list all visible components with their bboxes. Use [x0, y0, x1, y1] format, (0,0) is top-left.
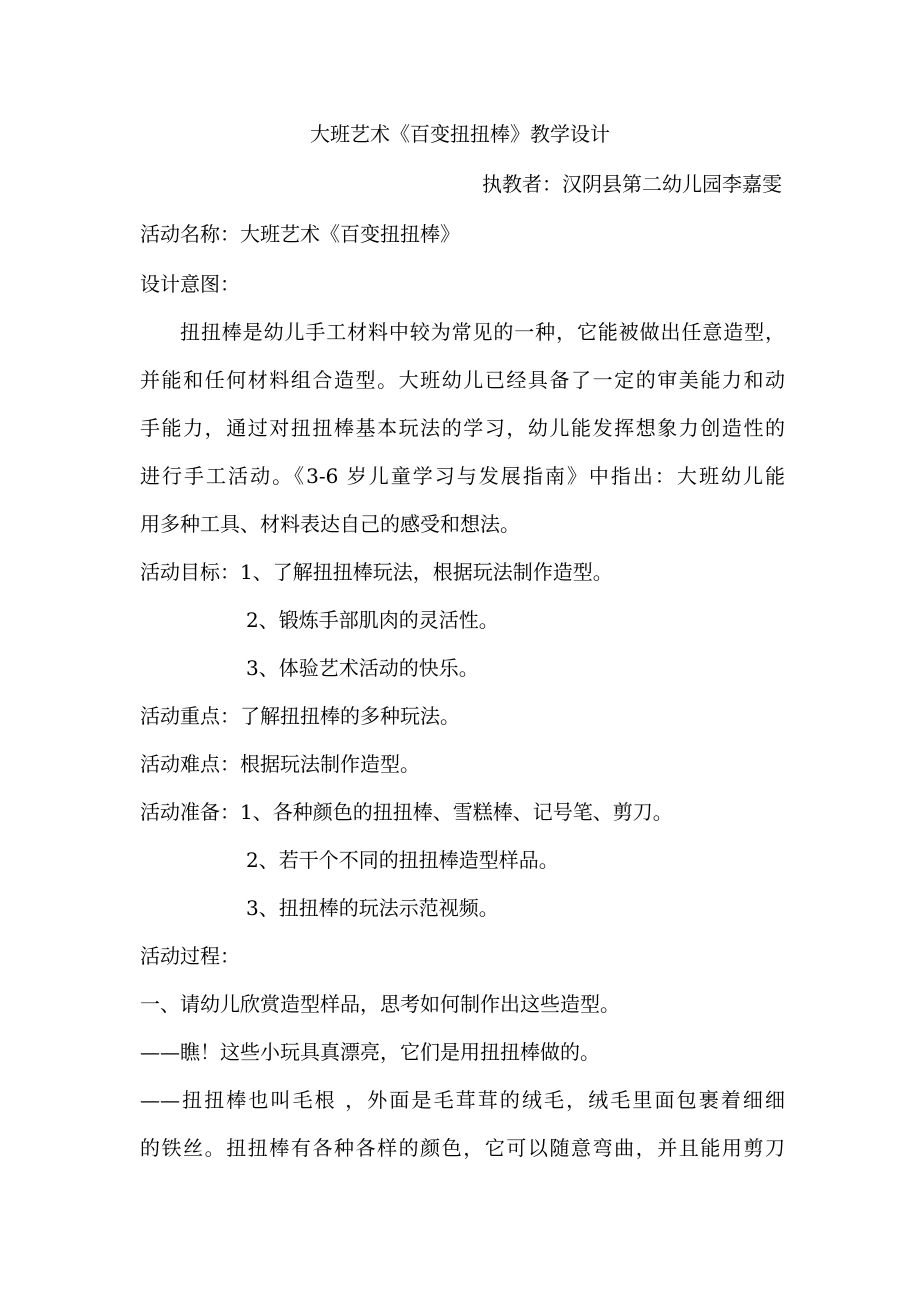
prep-line: 3、扭扭棒的玩法示范视频。 [246, 896, 499, 920]
prep-line: 2、若干个不同的扭扭棒造型样品。 [246, 848, 559, 872]
goals-line: 3、体验艺术活动的快乐。 [246, 656, 479, 680]
activity-name: 活动名称：大班艺术《百变扭扭棒》 [140, 222, 460, 246]
goals-line: 2、锻炼手部肌肉的灵活性。 [246, 608, 499, 632]
process-line: 一、请幼儿欣赏造型样品，思考如何制作出这些造型。 [140, 992, 620, 1016]
design-intent-line: 手能力，通过对扭扭棒基本玩法的学习，幼儿能发挥想象力创造性的 [140, 416, 785, 440]
design-intent-line: 用多种工具、材料表达自己的感受和想法。 [140, 512, 520, 536]
design-intent-line: 扭扭棒是幼儿手工材料中较为常见的一种，它能被做出任意造型， [180, 320, 785, 344]
prep-line: 活动准备：1、各种颜色的扭扭棒、雪糕棒、记号笔、剪刀。 [140, 800, 673, 824]
process-line: ——扭扭棒也叫毛根 ，外面是毛茸茸的绒毛，绒毛里面包裹着细细 [140, 1088, 785, 1112]
design-intent-label: 设计意图： [140, 272, 240, 296]
process-line: 的铁丝。扭扭棒有各种各样的颜色，它可以随意弯曲，并且能用剪刀 [140, 1136, 785, 1160]
goals-line: 活动目标：1、了解扭扭棒玩法，根据玩法制作造型。 [140, 560, 613, 584]
design-intent-line: 进行手工活动。《3-6 岁儿童学习与发展指南》中指出：大班幼儿能 [140, 464, 785, 488]
design-intent-line: 并能和任何材料组合造型。大班幼儿已经具备了一定的审美能力和动 [140, 368, 785, 392]
key-point-line: 活动重点：了解扭扭棒的多种玩法。 [140, 704, 460, 728]
author-line: 执教者：汉阴县第二幼儿园李嘉雯 [482, 172, 782, 196]
process-label: 活动过程： [140, 944, 240, 968]
document-title: 大班艺术《百变扭扭棒》教学设计 [310, 122, 610, 146]
process-line: ——瞧！这些小玩具真漂亮，它们是用扭扭棒做的。 [140, 1040, 600, 1064]
difficulty-line: 活动难点：根据玩法制作造型。 [140, 752, 420, 776]
